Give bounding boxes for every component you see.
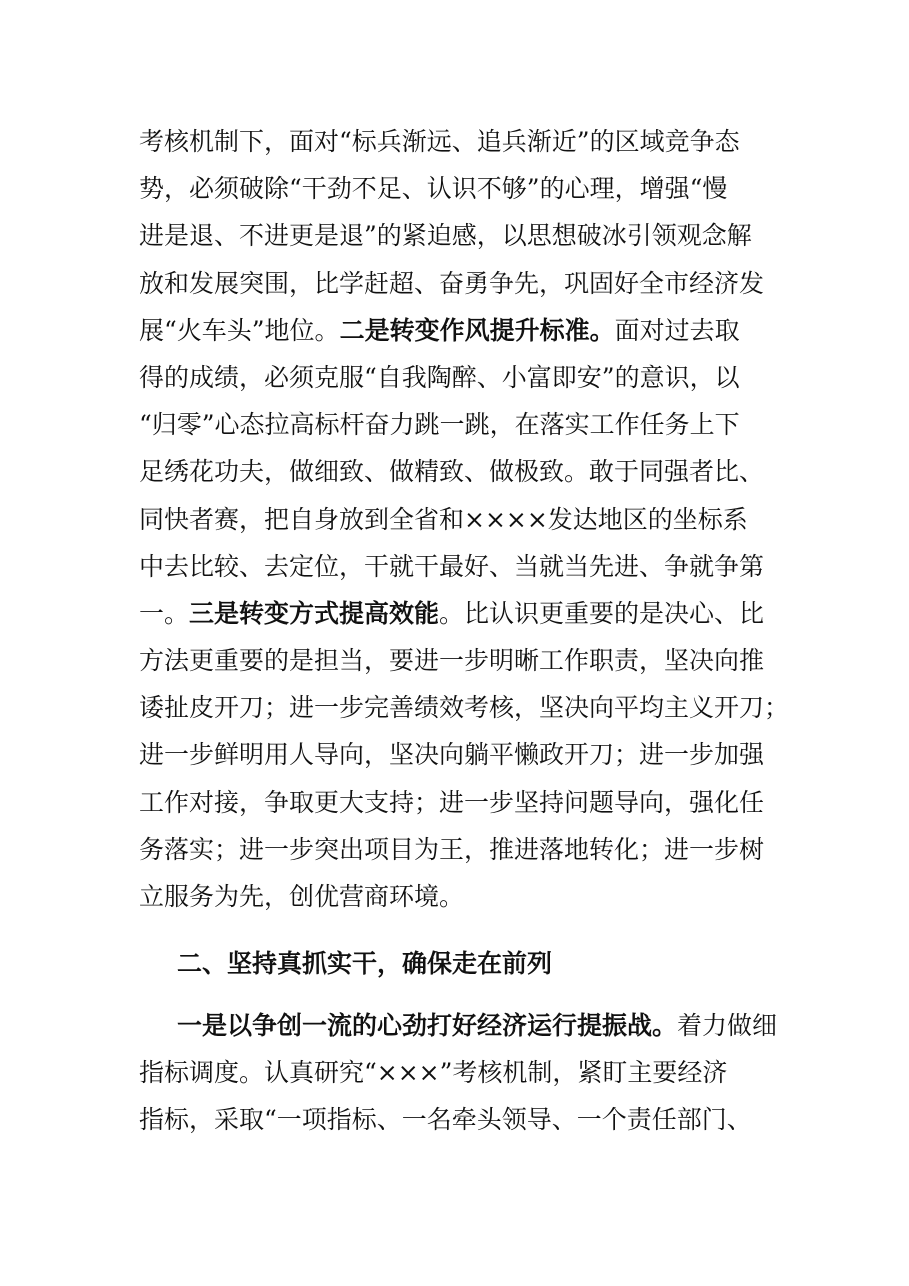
text-line: 同快者赛，把自身放到全省和××××发达地区的坐标系 <box>139 504 748 534</box>
text-line: 诿扯皮开刀；进一步完善绩效考核，坚决向平均主义开刀； <box>139 693 790 723</box>
text-line: 放和发展突围，比学赶超、奋勇争先，巩固好全市经济发 <box>139 268 765 298</box>
text-line: 得的成绩，必须克服“自我陶醉、小富即安”的意识，以 <box>139 362 740 392</box>
text-run: 一。 <box>139 598 190 628</box>
text-line: 中去比较、去定位，干就干最好、当就当先进、争就争第 <box>139 551 765 581</box>
text-run: 。比认识更重要的是决心、比 <box>439 598 765 628</box>
text-run: 着力做细 <box>677 1011 778 1040</box>
bold-point-title: 二是转变作风提升标准。 <box>339 315 615 345</box>
text-line <box>139 590 773 637</box>
text-line: 进一步鲜明用人导向，坚决向躺平懒政开刀；进一步加强 <box>139 740 765 770</box>
text-line: 方法更重要的是担当，要进一步明晰工作职责，坚决向推 <box>139 646 765 676</box>
text-line <box>139 1002 778 1049</box>
text-line: 指标调度。认真研究“×××”考核机制，紧盯主要经济 <box>139 1058 728 1088</box>
text-line: 指标，采取“一项指标、一名牵头领导、一个责任部门、 <box>139 1105 752 1135</box>
text-line: 考核机制下，面对“标兵渐远、追兵渐近”的区域竞争态 <box>139 127 740 156</box>
body-paragraph <box>139 1002 778 1144</box>
text-line <box>139 307 773 354</box>
text-line: 务落实；进一步突出项目为王，推进落地转化；进一步树 <box>139 834 765 864</box>
section-heading: 二、坚持真抓实干，确保走在前列 <box>177 949 553 978</box>
text-line: 工作对接，争取更大支持；进一步坚持问题导向，强化任 <box>139 787 765 817</box>
text-line: 势，必须破除“干劲不足、认识不够”的心理，增强“慢 <box>139 174 728 204</box>
text-line: 足绣花功夫，做细致、做精致、做极致。敢于同强者比、 <box>139 457 765 487</box>
bold-point-title: 一是以争创一流的心劲打好经济运行提振战。 <box>177 1011 678 1040</box>
text-run: 面对过去取 <box>614 315 740 345</box>
text-line: 进是退、不进更是退”的紧迫感，以思想破冰引领观念解 <box>139 221 752 251</box>
text-line: 立服务为先，创优营商环境。 <box>139 882 465 911</box>
bold-point-title: 三是转变方式提高效能 <box>189 598 440 628</box>
text-run: 展“火车头”地位。 <box>139 315 340 345</box>
text-line: “归零”心态拉高标杆奋力跳一跳，在落实工作任务上下 <box>139 410 740 440</box>
body-paragraph <box>139 118 790 920</box>
